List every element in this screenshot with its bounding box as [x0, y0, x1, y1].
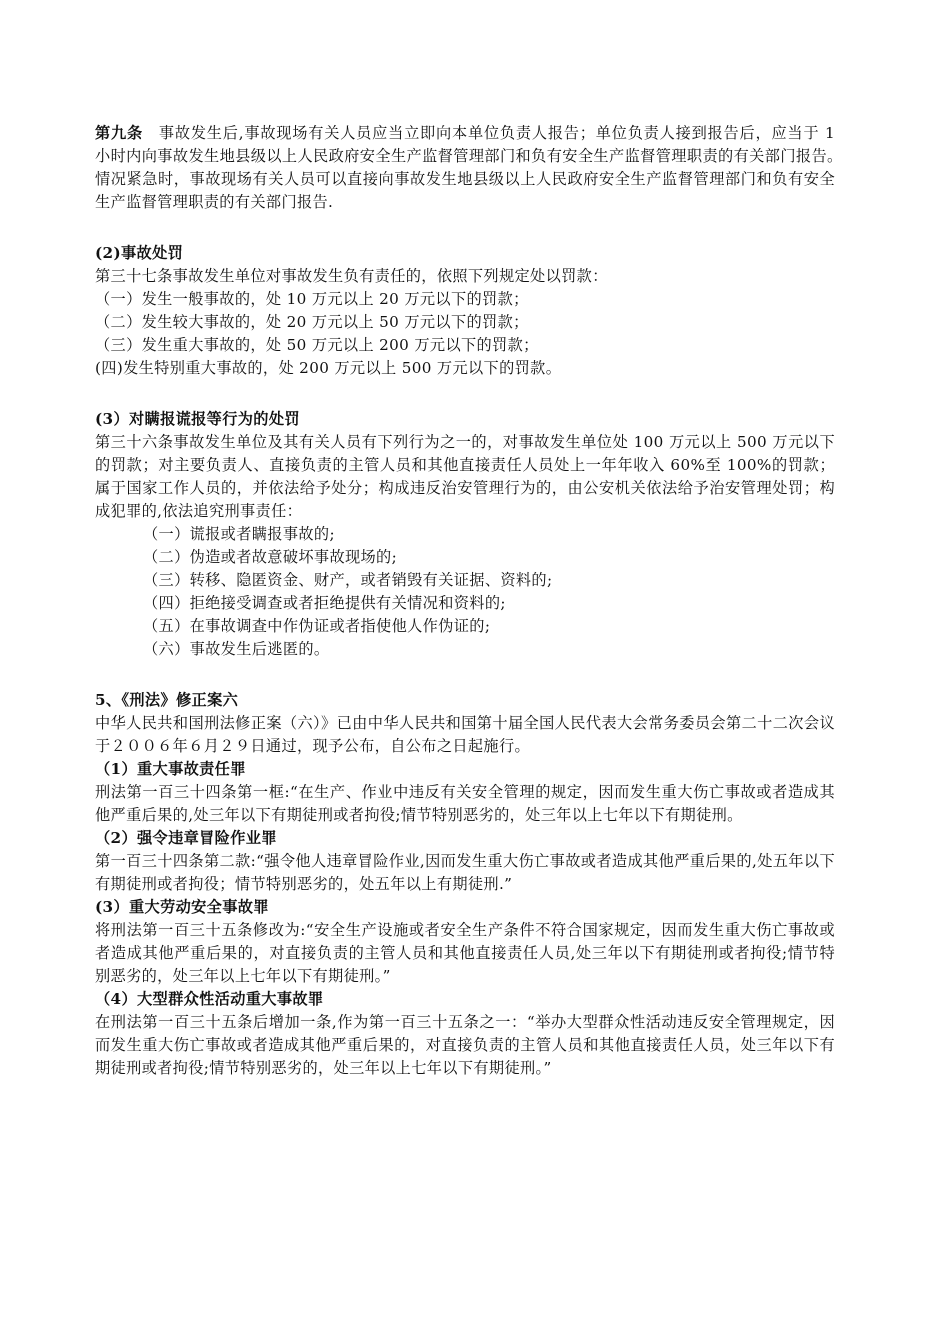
- section-3-item: （二）伪造或者故意破坏事故现场的;: [143, 548, 398, 566]
- subsection-text: 刑法第一百三十四条第一框:“在生产、作业中违反有关安全管理的规定，因而发生重大伤亡事故或者造成其他严重后果的,处三年以下有期徒刑或者拘役;情节特别恶劣的，处三年以上七年以下有期徒刑。: [95, 783, 835, 824]
- section-3-heading: (3）对瞒报谎报等行为的处罚: [95, 410, 300, 428]
- subsection-heading: (3）重大劳动安全事故罪: [95, 898, 269, 916]
- section-3-item: （四）拒绝接受调查或者拒绝提供有关情况和资料的;: [143, 594, 506, 612]
- article-9-label: 第九条: [95, 124, 143, 142]
- section-2-item: （三）发生重大事故的，处 50 万元以上 200 万元以下的罚款；: [95, 336, 539, 354]
- section-3-item: （六）事故发生后逃匿的。: [143, 640, 330, 658]
- subsection-heading: （1）重大事故责任罪: [95, 760, 246, 778]
- subsection-heading: （2）强令违章冒险作业罪: [95, 829, 277, 847]
- article-9-text: 事故发生后,事故现场有关人员应当立即向本单位负责人报告；单位负责人接到报告后，应当于 1 小时内向事故发生地县级以上人民政府安全生产监督管理部门和负有安全生产监督管理职责的有关部门报告。 情况紧急时，事故现场有关人员可以直接向事故发生地县级以上人民政府安全生产监督管理部门和负有安全生产监督管理职责的有关部门报告.: [95, 124, 867, 211]
- section-2-intro: 第三十七条事故发生单位对事故发生负有责任的，依照下列规定处以罚款：: [95, 267, 608, 285]
- section-3-item: （一）谎报或者瞒报事故的;: [143, 525, 335, 543]
- subsection-text: 在刑法第一百三十五条后增加一条,作为第一百三十五条之一：“举办大型群众性活动违反安全管理规定，因而发生重大伤亡事故或者造成其他严重后果的，对直接负责的主管人员和其他直接责任人员，处三年以下有期徒刑或者拘役;情节特别恶劣的，处三年以上七年以下有期徒刑。”: [95, 1013, 835, 1077]
- section-3-item: （三）转移、隐匿资金、财产，或者销毁有关证据、资料的;: [143, 571, 553, 589]
- section-3-intro: 第三十六条事故发生单位及其有关人员有下列行为之一的，对事故发生单位处 100 万元以上 500 万元以下的罚款；对主要负责人、直接负责的主管人员和其他直接责任人员处上一年年收入 60%至 100%的罚款；属于国家工作人员的，并依法给予处分；构成违反治安管理行为的，由公安机关依法给予治安管理处罚；构成犯罪的,依法追究刑事责任：: [95, 433, 835, 520]
- document-page: [95, 122, 867, 1080]
- section-2-item: （二）发生较大事故的，处 20 万元以上 50 万元以下的罚款；: [95, 313, 529, 331]
- section-3-item: （五）在事故调查中作伪证或者指使他人作伪证的;: [143, 617, 491, 635]
- subsection-text: 第一百三十四条第二款:“强令他人违章冒险作业,因而发生重大伤亡事故或者造成其他严重后果的,处五年以下有期徒刑或者拘役；情节特别恶劣的，处五年以上有期徒刑.”: [95, 852, 835, 893]
- article-9-paragraph: [95, 122, 867, 214]
- section-5-heading: 5、《刑法》修正案六: [95, 691, 239, 709]
- section-2-item: （一）发生一般事故的，处 10 万元以上 20 万元以下的罚款；: [95, 290, 529, 308]
- subsection-text: 将刑法第一百三十五条修改为:“安全生产设施或者安全生产条件不符合国家规定，因而发生重大伤亡事故或者造成其他严重后果的，对直接负责的主管人员和其他直接责任人员,处三年以下有期徒刑或者拘役;情节特别恶劣的，处三年以上七年以下有期徒刑。”: [95, 921, 835, 985]
- subsection-heading: （4）大型群众性活动重大事故罪: [95, 990, 324, 1008]
- section-2-heading: (2)事故处罚: [95, 244, 184, 262]
- section-2-item: (四)发生特别重大事故的，处 200 万元以上 500 万元以下的罚款。: [95, 359, 562, 377]
- section-5-intro: 中华人民共和国刑法修正案（六）》已由中华人民共和国第十届全国人民代表大会常务委员会第二十二次会议于２００６年６月２９日通过，现予公布，自公布之日起施行。: [95, 714, 835, 755]
